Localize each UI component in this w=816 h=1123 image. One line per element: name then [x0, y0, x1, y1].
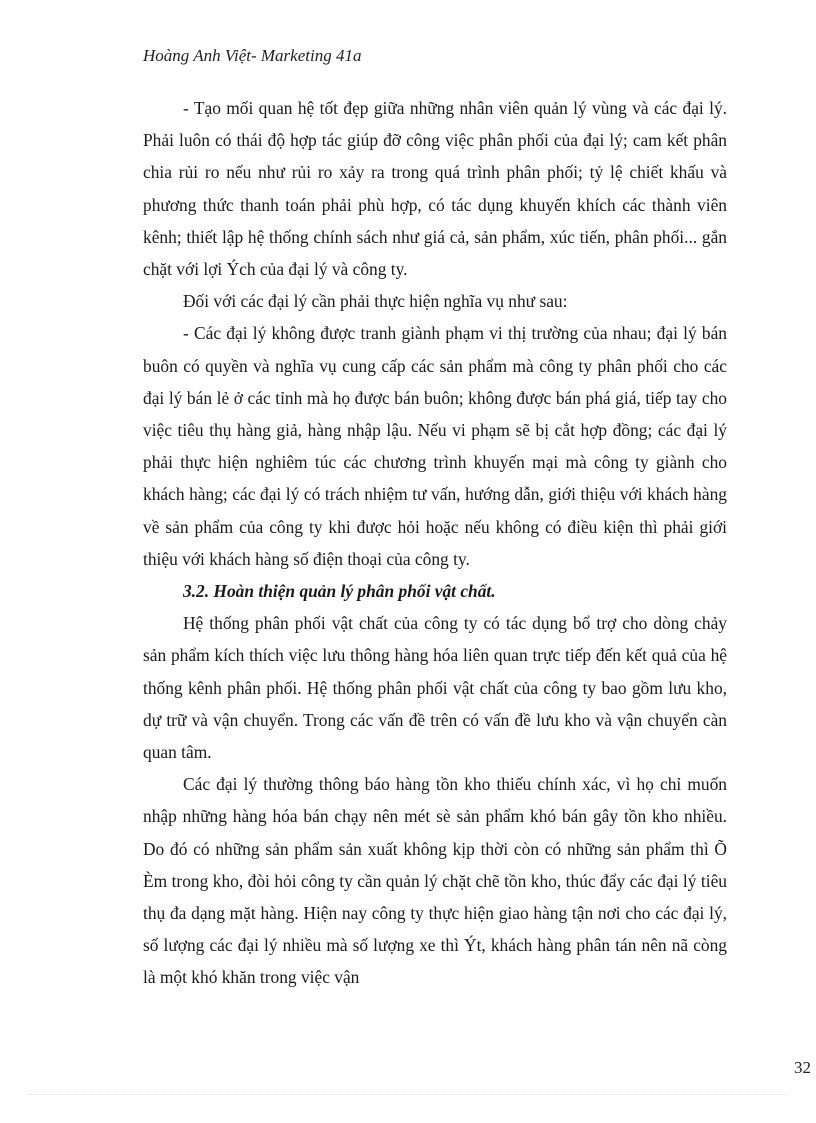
document-body [143, 92, 727, 994]
paragraph: Đối với các đại lý cần phải thực hiện nghĩa vụ như sau: [183, 291, 568, 312]
page-number: 32 [794, 1058, 811, 1077]
paragraph: - Các đại lý không được tranh giành phạm vi thị trường của nhau; đại lý bán buôn có quyền và nghĩa vụ cung cấp các sản phẩm mà công ty phân phối cho các đại lý bán lẻ ở các tỉnh mà họ được bán buôn; không được bán phá giá, tiếp tay cho việc tiêu thụ hàng giả, hàng nhập lậu. Nếu vi phạm sẽ bị cắt hợp đồng; các đại lý phải thực hiện nghiêm túc các chương trình khuyến mại mà công ty giành cho khách hàng; các đại lý có trách nhiệm tư vấn, hướng dẫn, giới thiệu với khách hàng về sản phẩm của công ty khi được hỏi hoặc nếu không có điều kiện thì phải giới thiệu với khách hàng số điện thoại của công ty. [143, 323, 727, 569]
paragraph: - Tạo mối quan hệ tốt đẹp giữa những nhân viên quản lý vùng và các đại lý. Phải luôn có thái độ hợp tác giúp đỡ công việc phân phối của đại lý; cam kết phân chia rủi ro nếu như rủi ro xảy ra trong quá trình phân phối; tỷ lệ chiết khấu và phương thức thanh toán phải phù hợp, có tác dụng khuyến khích các thành viên kênh; thiết lập hệ thống chính sách như giá cả, sản phẩm, xúc tiến, phân phối... gắn chặt với lợi Ých của đại lý và công ty. [143, 98, 727, 280]
paragraph: Các đại lý thường thông báo hàng tồn kho thiếu chính xác, vì họ chỉ muốn nhập những hàng hóa bán chạy nên mét sè sản phẩm khó bán gây tồn kho nhiều. Do đó có những sản phẩm sản xuất không kịp thời còn có những sản phẩm thì Õ Èm trong kho, đòi hỏi công ty cần quản lý chặt chẽ tồn kho, thúc đẩy các đại lý tiêu thụ đa dạng mặt hàng. Hiện nay công ty thực hiện giao hàng tận nơi cho các đại lý, số lượng các đại lý nhiều mà số lượng xe thì Ýt, khách hàng phân tán nên nã còng là một khó khăn trong việc vận [143, 774, 727, 988]
footer-divider [28, 1094, 788, 1095]
paragraph: Hệ thống phân phối vật chất của công ty có tác dụng bổ trợ cho dòng chảy sản phẩm kích thích việc lưu thông hàng hóa liên quan trực tiếp đến kết quả của hệ thống kênh phân phối. Hệ thống phân phối vật chất của công ty bao gồm lưu kho, dự trữ và vận chuyển. Trong các vấn đề trên có vấn đề lưu kho và vận chuyển càn quan tâm. [143, 613, 727, 763]
section-heading: 3.2. Hoàn thiện quản lý phân phối vật chất. [183, 581, 496, 602]
page-header: Hoàng Anh Việt- Marketing 41a [143, 46, 362, 65]
